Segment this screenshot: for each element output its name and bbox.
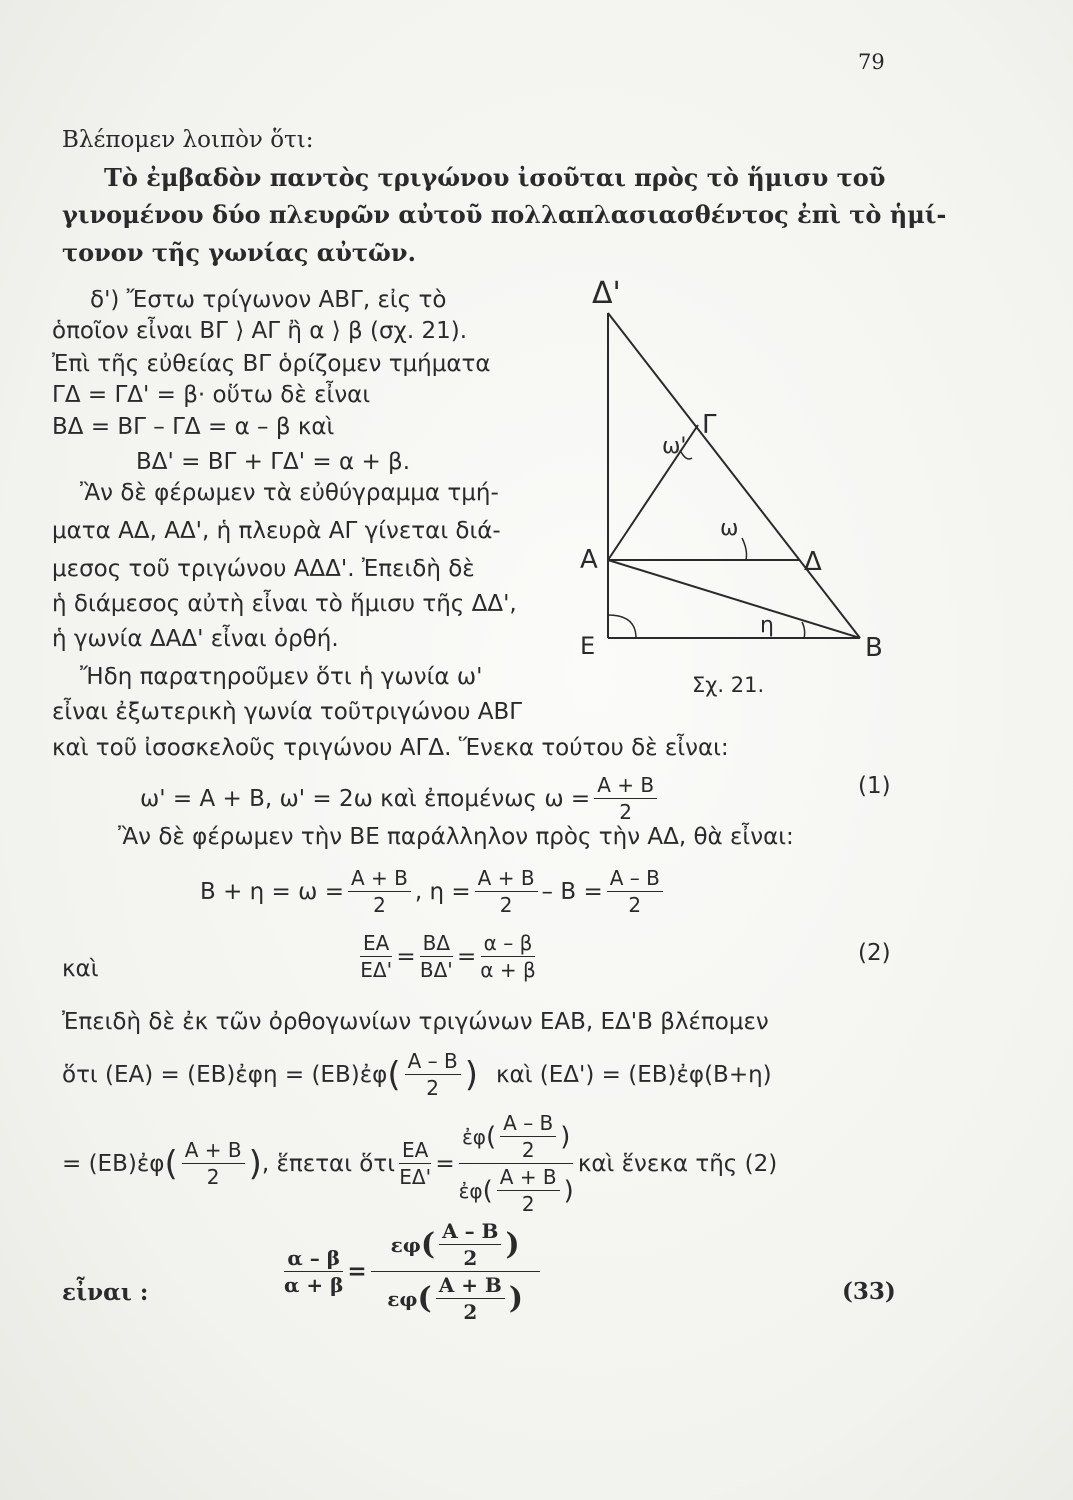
equation-1 — [140, 772, 661, 825]
body-line: ἡ γωνία ΔΑΔ' εἶναι ὀρθή. — [52, 626, 339, 652]
equation-tan — [62, 1048, 772, 1101]
eq-tan-left: ὅτι (ΕΑ) = (ΕΒ)ἐφη = (ΕΒ)ἐφ — [62, 1061, 388, 1088]
eq-tan-fraction — [405, 1048, 461, 1101]
label-d-prime: Δ' — [592, 276, 621, 311]
body-line: ὁποῖον εἶναι ΒΓ ⟩ ΑΓ ἢ α ⟩ β (σχ. 21). — [52, 318, 468, 344]
paren-close: ) — [248, 1143, 262, 1184]
body-line: δ') Ἔστω τρίγωνον ΑΒΓ, εἰς τὸ — [90, 287, 447, 313]
eq2-tag: (2) — [858, 940, 891, 966]
numerator: ΒΔ — [420, 930, 453, 957]
denominator: 2 — [426, 1076, 440, 1100]
numerator: Α + Β — [436, 1272, 505, 1299]
denominator: 2 — [521, 1138, 535, 1162]
denominator: ΕΔ' — [360, 958, 393, 982]
eq33-label: εἶναι : — [62, 1279, 149, 1306]
eq-b-fraction-2 — [475, 865, 538, 918]
eq1-numerator: Α + Β — [594, 772, 657, 799]
label-omega-prime: ω' — [662, 434, 687, 459]
tan-label: ἐφ — [461, 1124, 486, 1149]
tan-ratio-denominator — [459, 1164, 574, 1217]
tan-label: εφ — [390, 1232, 421, 1257]
paren-open: ( — [164, 1143, 178, 1184]
label-gamma: Γ — [702, 410, 717, 440]
angle-eta-arc — [802, 622, 805, 638]
inner-fraction — [500, 1110, 556, 1163]
numerator: Α + Β — [348, 865, 411, 892]
inner-fraction — [497, 1164, 560, 1217]
numerator: α – β — [481, 930, 536, 957]
right-angle-arc — [608, 615, 636, 638]
eq-b-mid: , η = — [414, 878, 471, 905]
paren-close: ) — [508, 1280, 524, 1316]
body-line: Ἐπὶ τῆς εὐθείας ΒΓ ὁρίζομεν τμήματα — [52, 351, 491, 377]
paren-close: ) — [464, 1054, 478, 1095]
inner-fraction — [436, 1272, 505, 1325]
tan-label: ἐφ — [458, 1178, 483, 1203]
equals-sign: = — [457, 943, 477, 970]
body-line: ΓΔ = ΓΔ' = β· οὕτω δὲ εἶναι — [52, 382, 371, 408]
paren-open: ( — [482, 1175, 493, 1206]
equation-2 — [356, 930, 540, 983]
denominator: ΒΔ' — [419, 958, 453, 982]
since-line: Ἐπειδὴ δὲ ἐκ τῶν ὀρθογωνίων τριγώνων ΕΑΒ, ΕΔ'Β βλέπομεν — [62, 1009, 769, 1035]
denominator: ΕΔ' — [399, 1165, 432, 1189]
eq-b-fraction-3 — [607, 865, 663, 918]
numerator: α – β — [284, 1245, 343, 1272]
paren-close: ) — [563, 1175, 574, 1206]
ea-ed-fraction — [399, 1137, 431, 1190]
body-line: καὶ τοῦ ἰσοσκελοῦς τριγώνου ΑΓΔ. Ἕνεκα τούτου δὲ εἶναι: — [52, 735, 729, 761]
eq1-left: ω' = Α + Β, ω' = 2ω καὶ ἐπομένως ω = — [140, 785, 591, 812]
eq-tan2-fraction — [182, 1137, 245, 1190]
denominator: 2 — [463, 1300, 478, 1324]
label-beta: Β — [865, 633, 883, 663]
paren-open: ( — [387, 1054, 401, 1095]
body-line: ματα ΑΔ, ΑΔ', ἡ πλευρὰ ΑΓ γίνεται διά- — [52, 518, 501, 544]
figure-21 — [570, 270, 900, 700]
tan-ratio-numerator — [459, 1110, 573, 1164]
numerator: Α + Β — [475, 865, 538, 892]
denominator: α + β — [480, 958, 536, 982]
denominator: 2 — [373, 893, 386, 917]
eq-tan-right: καὶ (ΕΔ') = (ΕΒ)ἐφ(Β+η) — [495, 1061, 772, 1088]
theorem-line-3: τονον τῆς γωνίας αὐτῶν. — [62, 238, 416, 267]
parallel-line: Ἂν δὲ φέρωμεν τὴν ΒΕ παράλληλον πρὸς τὴν ΑΔ, θὰ εἶναι: — [118, 824, 794, 850]
numerator: Α – Β — [500, 1110, 556, 1137]
numerator: Α – Β — [405, 1048, 461, 1075]
label-alpha: Α — [580, 545, 598, 575]
eq2-kai: καὶ — [62, 956, 99, 982]
paren-open: ( — [417, 1280, 432, 1316]
label-eta: η — [760, 613, 774, 638]
segment-d-prime-b — [608, 313, 860, 638]
eq-tan2-right: καὶ ἕνεκα τῆς (2) — [577, 1150, 778, 1177]
eq33-fraction — [284, 1245, 343, 1298]
body-line: ἡ διάμεσος αὐτὴ εἶναι τὸ ἥμισυ τῆς ΔΔ', — [52, 591, 517, 617]
intro-line: Βλέπομεν λοιπὸν ὅτι: — [62, 127, 314, 153]
label-omega: ω — [720, 516, 739, 541]
denominator: 2 — [463, 1246, 478, 1270]
figure-caption: Σχ. 21. — [692, 673, 765, 697]
paren-close: ) — [560, 1121, 571, 1152]
denominator: 2 — [206, 1165, 220, 1189]
eq2-fraction-1 — [360, 930, 392, 983]
paren-close: ) — [505, 1226, 520, 1262]
label-delta: Δ — [804, 547, 822, 577]
eq1-tag: (1) — [858, 773, 891, 799]
denominator: 2 — [499, 893, 513, 917]
theorem-line-2: γινομένου δύο πλευρῶν αὐτοῦ πολλαπλασιασθέντος ἐπὶ τὸ ἡμί- — [62, 200, 947, 229]
page-number: 79 — [858, 50, 885, 74]
paren-open: ( — [486, 1121, 497, 1152]
eq-tan2-mid: , ἕπεται ὅτι — [261, 1150, 395, 1177]
numerator: Α – Β — [607, 865, 663, 892]
eq1-denominator: 2 — [619, 800, 632, 824]
label-epsilon: Ε — [580, 632, 596, 660]
eq2-fraction-3 — [480, 930, 535, 983]
equals-sign: = — [396, 943, 416, 970]
angle-omega-arc — [742, 538, 747, 560]
eq33-tan-ratio — [371, 1218, 540, 1325]
eq2-fraction-2 — [420, 930, 453, 983]
tan-label: εφ — [387, 1286, 418, 1311]
equation-b-eta — [200, 865, 667, 918]
numerator: ΕΑ — [399, 1137, 431, 1164]
numerator: ΕΑ — [360, 930, 392, 957]
numerator: Α + Β — [497, 1164, 560, 1191]
body-line: μεσος τοῦ τριγώνου ΑΔΔ'. Ἐπειδὴ δὲ — [52, 556, 475, 582]
eq-b-fraction-1 — [348, 865, 411, 918]
numerator: Α + Β — [182, 1137, 245, 1164]
body-line: ΒΔ' = ΒΓ + ΓΔ' = α + β. — [136, 449, 411, 475]
body-line: Ἤδη παρατηροῦμεν ὅτι ἡ γωνία ω' — [80, 664, 483, 690]
equation-tan-2 — [62, 1110, 777, 1217]
denominator: α + β — [284, 1273, 344, 1297]
denominator: 2 — [521, 1192, 535, 1216]
tan-ratio-fraction — [459, 1110, 574, 1217]
denominator: 2 — [628, 893, 642, 917]
theorem-line-1: Τὸ ἐμβαδὸν παντὸς τριγώνου ἰσοῦται πρὸς τὸ ἥμισυ τοῦ — [104, 163, 886, 192]
numerator: Α – Β — [439, 1218, 501, 1245]
tan-ratio-denominator — [387, 1272, 523, 1325]
paren-open: ( — [420, 1226, 436, 1262]
eq33-tag: (33) — [842, 1278, 896, 1305]
equals-sign: = — [347, 1257, 367, 1285]
eq-b-left: Β + η = ω = — [200, 878, 344, 905]
eq1-fraction — [594, 772, 657, 825]
eq-b-tail: – Β = — [541, 878, 603, 905]
inner-fraction — [439, 1218, 501, 1271]
eq-tan2-left: = (ΕΒ)ἐφ — [62, 1150, 165, 1177]
equals-sign: = — [435, 1150, 455, 1177]
body-line: εἶναι ἐξωτερικὴ γωνία τοῦτριγώνου ΑΒΓ — [52, 699, 523, 725]
tan-ratio-numerator — [371, 1218, 540, 1272]
body-line: ΒΔ = ΒΓ – ΓΔ = α – β καὶ — [52, 414, 335, 440]
body-line: Ἂν δὲ φέρωμεν τὰ εὐθύγραμμα τμή- — [80, 480, 499, 506]
segment-a-b — [608, 560, 860, 638]
equation-33 — [280, 1218, 544, 1325]
